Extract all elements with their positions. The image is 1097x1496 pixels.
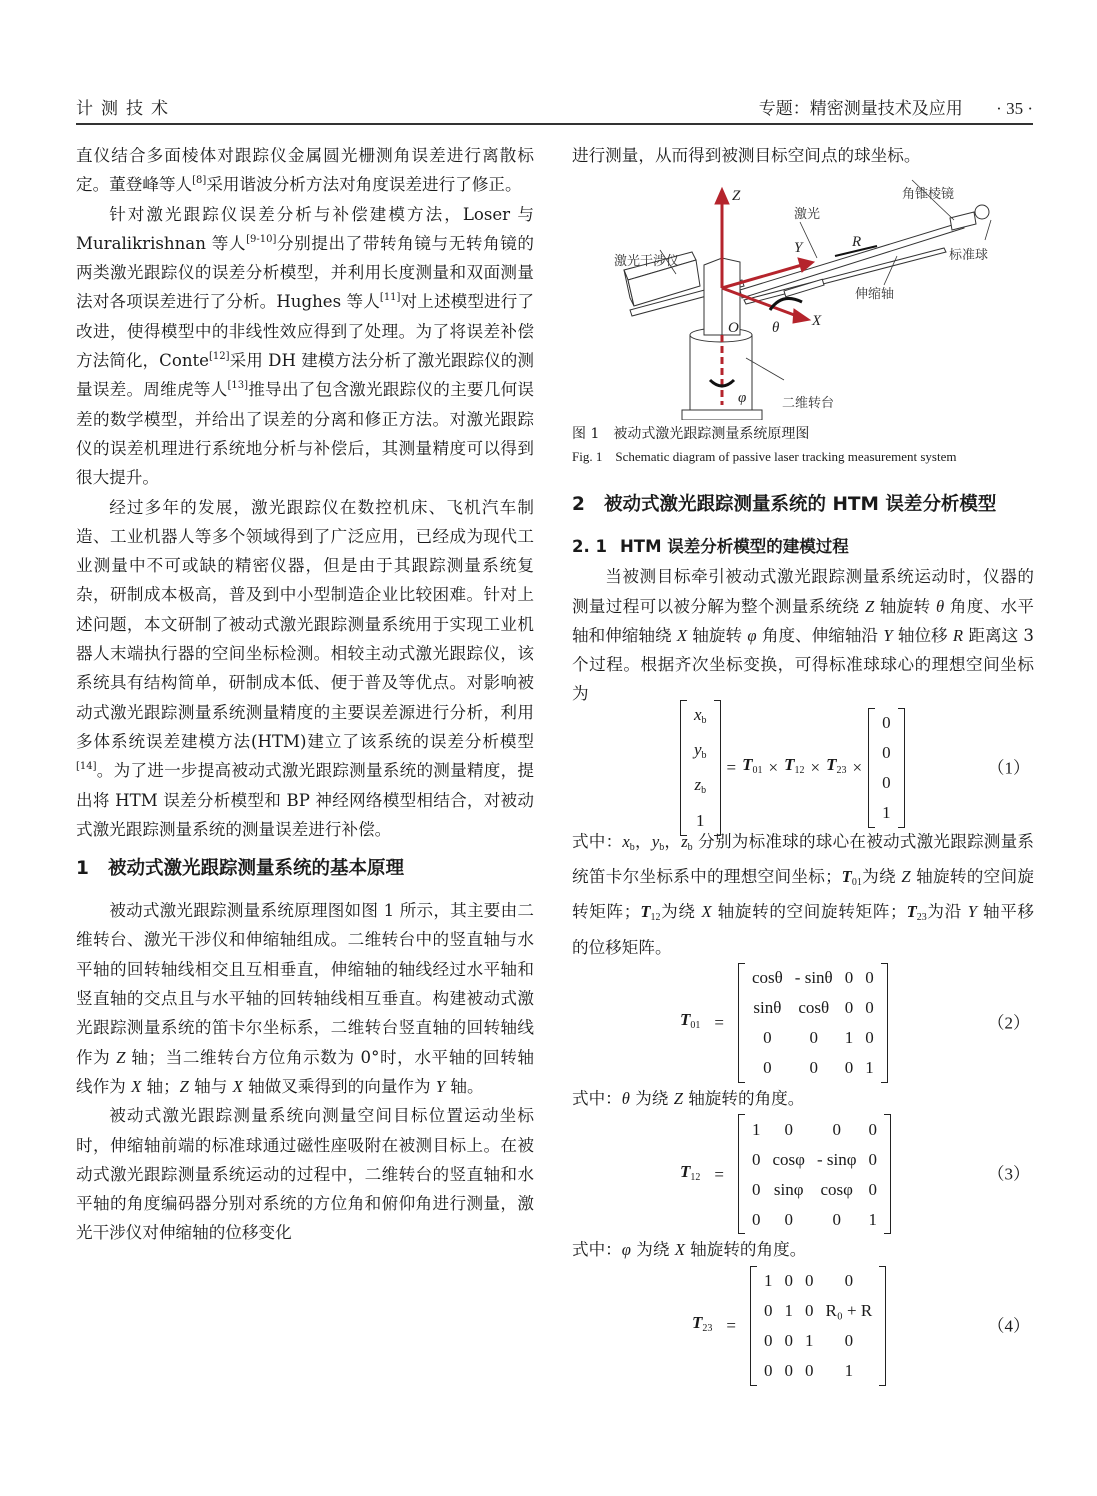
matrix-cell: 0 (763, 1360, 773, 1380)
matrix-row (746, 1144, 883, 1174)
matrix-cell: 0 (868, 1149, 878, 1169)
math-var: X (232, 1076, 243, 1096)
vector-rhs (868, 708, 905, 828)
text: 轴旋转的角度。 (682, 1088, 805, 1108)
label-y: Y (794, 240, 803, 257)
matrix-cell: 0 (868, 1119, 878, 1139)
matrix-t01: $T_{01}$ (742, 755, 763, 777)
math-var: θ (621, 1088, 630, 1108)
text: 为沿 (926, 902, 968, 922)
matrix-cell: 0 (844, 998, 854, 1018)
matrix-cell: cosθ (798, 998, 830, 1018)
matrix-cell: 0 (763, 1330, 773, 1350)
matrix-cell: 0 (784, 1119, 793, 1139)
right-column (572, 141, 1034, 1387)
section-title: 被动式激光跟踪测量系统的 HTM 误差分析模型 (604, 494, 997, 516)
text: 式中： (572, 1240, 622, 1260)
math-var: θ (936, 596, 945, 616)
matrix-cell: 0 (804, 1270, 814, 1290)
matrix-cell: 0 (763, 1058, 772, 1078)
text: 轴。 (445, 1076, 484, 1096)
figure-caption-en: Fig. 1 Schematic diagram of passive laser tracking measurement system (572, 449, 957, 465)
text: 为绕 (861, 867, 902, 887)
math-var: φ (621, 1240, 631, 1260)
section-heading-1 (76, 854, 534, 884)
running-header (76, 92, 1033, 126)
text: 针对激光跟踪仪误差分析与补偿建模方法，Loser 与 Muralikrishnan 等人 (76, 204, 534, 253)
label-phi: φ (738, 390, 747, 407)
section-number: 2 (572, 494, 585, 516)
text: 轴；当二维转台方位角示数为 0°时，水平轴的回转轴线作为 (76, 1047, 535, 1096)
text: 为绕 (630, 1240, 675, 1260)
matrix-cell: 0 (784, 1209, 793, 1229)
system-schematic (572, 170, 1034, 420)
matrix-cell: 0 (844, 1270, 854, 1290)
label-telescopic-axis: 伸缩轴 (855, 287, 895, 303)
matrix-cell: 0 (784, 1330, 793, 1350)
vector-entry: 0 (882, 743, 891, 763)
matrix-name: $T_{23}$ (692, 1312, 713, 1334)
matrix-cell: R₀ + R (825, 1300, 873, 1320)
matrix-body (738, 1114, 891, 1234)
label-x: X (812, 313, 822, 330)
page-number: · 35 · (996, 99, 1033, 118)
paragraph (76, 200, 534, 493)
text: 角度、水平轴和伸缩轴绕 (572, 596, 1034, 645)
matrix-cell: 0 (804, 1300, 814, 1320)
text: 式中： (572, 1088, 622, 1108)
text: 距离这 3 个过程。根据齐次坐标变换，可得标准球球心的理想空间坐标为 (572, 625, 1034, 704)
equation-number: （1） (987, 758, 1030, 778)
text: 为绕 (660, 902, 702, 922)
label-turntable: 二维转台 (782, 396, 835, 412)
matrix-cell: 0 (804, 1360, 814, 1380)
matrix-cell: 0 (844, 1058, 854, 1078)
special-topic: 专题：精密测量技术及应用 (758, 99, 963, 119)
math-var: X (674, 1240, 685, 1260)
label-interferometer: 激光干涉仪 (614, 254, 680, 270)
citation[interactable]: [13] (227, 380, 248, 392)
matrix-cell: 0 (844, 968, 854, 988)
equals-sign: = (726, 1315, 736, 1335)
math-var: Y (883, 625, 893, 645)
section-title: 被动式激光跟踪测量系统的基本原理 (108, 858, 405, 880)
equation-1 (572, 704, 1034, 831)
equation-number: （4） (987, 1315, 1030, 1335)
subsection-title: HTM 误差分析模型的建模过程 (620, 537, 849, 557)
equals-sign: = (714, 1013, 724, 1033)
matrix-cell: 0 (832, 1209, 841, 1229)
matrix-row (758, 1266, 878, 1296)
matrix-cell: 1 (844, 1028, 854, 1048)
text: 被动式激光跟踪测量系统原理图如图 1 所示，其主要由二维转台、激光干涉仪和伸缩轴组成。二维转台中的竖直轴与水平轴的回转轴线相交且互相垂直，伸缩轴的轴线经过水平轴和竖直轴的交点且与水平轴的回转轴线相互垂直。构建被动式激光跟踪测量系统的笛卡尔坐标系，二维转台竖直轴的回转轴线作为 (76, 901, 534, 1067)
matrix-cell: 1 (784, 1300, 793, 1320)
header-right (759, 94, 1033, 119)
text: 轴旋转的角度。 (684, 1240, 807, 1260)
times-sign: × (852, 758, 863, 778)
corner-prism-mount (950, 212, 976, 230)
equals-sign: = (714, 1164, 724, 1184)
matrix-cell: 0 (865, 998, 874, 1018)
citation[interactable]: [8] (192, 175, 207, 187)
header-rule (76, 123, 1033, 125)
text: 对上述模型进行了改进，使得模型中的非线性效应得到了处理。为了将误差补偿方法简化，Conte (76, 292, 535, 371)
standard-ball (975, 205, 989, 219)
matrix-cell: 0 (868, 1179, 878, 1199)
subsection-number: 2. 1 (572, 537, 607, 557)
text: 轴做叉乘得到的向量作为 (242, 1076, 436, 1096)
left-column (76, 141, 534, 1248)
journal-name: 计测技术 (76, 99, 176, 119)
matrix-row (746, 1023, 880, 1053)
text: 进行测量，从而得到被测目标空间点的球坐标。 (572, 146, 921, 165)
text: 采用谐波分析方法对角度误差进行了修正。 (206, 175, 522, 195)
matrix-row (746, 1174, 883, 1204)
matrix-row (746, 1053, 880, 1083)
text: 角度、伸缩轴沿 (756, 625, 884, 645)
matrix-cell: 0 (751, 1149, 761, 1169)
matrix-cell: 0 (751, 1209, 761, 1229)
matrix-cell: 0 (763, 1300, 773, 1320)
turntable-base (682, 410, 762, 420)
paragraph (572, 141, 1034, 170)
matrix-cell: 1 (763, 1270, 773, 1290)
text: 轴与 (188, 1076, 233, 1096)
subsection-heading-2-1 (572, 532, 1034, 562)
vector-entry: 1 (882, 803, 891, 823)
matrix-cell: 0 (809, 1028, 818, 1048)
label-z: Z (732, 188, 741, 205)
citation[interactable]: [9-10] (246, 233, 277, 245)
text: 分别提出了带转角镜与无转角镜的两类激光跟踪仪的误差分析模型，并利用长度测量和双面测量法对各项误差进行了分析。Hughes 等人 (76, 233, 534, 312)
paragraph (76, 141, 534, 200)
paragraph (572, 1235, 1034, 1264)
paragraph (76, 1101, 534, 1247)
math-var: Y (435, 1076, 446, 1096)
equation-2 (572, 962, 1034, 1084)
citation[interactable]: [12] (209, 351, 230, 363)
matrix-row (746, 1204, 883, 1234)
matrix-cell: 1 (844, 1360, 854, 1380)
label-origin: O (728, 320, 739, 337)
section-heading-2 (572, 490, 1034, 520)
equals-sign: = (726, 758, 737, 778)
vector-entry: 0 (882, 713, 891, 733)
matrix-cell: sinφ (773, 1179, 804, 1199)
matrix-row (746, 963, 880, 993)
text: 被动式激光跟踪测量系统向测量空间目标位置运动坐标时，伸缩轴前端的标准球通过磁性座吸附在被测目标上。在被动式激光跟踪测量系统运动的过程中，二维转台的竖直轴和水平轴的角度编码器分别对系统的方位角和俯仰角进行测量，激光干涉仪对伸缩轴的位移变化 (76, 1106, 534, 1243)
text: 。为了进一步提高被动式激光跟踪测量系统的测量精度，提出将 HTM 误差分析模型和 BP 神经网络模型相结合，对被动式激光跟踪测量系统的测量误差进行补偿。 (76, 761, 534, 839)
matrix-cell: 0 (763, 1028, 772, 1048)
equation-number: （3） (987, 1164, 1030, 1184)
matrix-cell: 1 (868, 1209, 878, 1229)
math-var: Z (864, 596, 875, 616)
matrix-cell: cosφ (772, 1149, 805, 1169)
matrix-body (750, 1266, 886, 1386)
matrix-cell: sinθ (753, 998, 782, 1018)
equation-number: （2） (987, 1013, 1030, 1033)
matrix-cell: 0 (844, 1330, 854, 1350)
text: 直仪结合多面棱体对跟踪仪金属圆光栅测角误差进行离散标定。董登峰等人 (76, 146, 534, 195)
text: 轴位移 (892, 625, 953, 645)
label-corner-prism: 角锥棱镜 (902, 187, 955, 203)
matrix-cell: - sinθ (794, 968, 833, 988)
matrix-name: $T_{01}$ (680, 1010, 701, 1032)
matrix-cell: cosφ (820, 1179, 853, 1199)
matrix-row (758, 1296, 878, 1326)
matrix-cell: 0 (865, 968, 874, 988)
text: 轴旋转 (687, 625, 748, 645)
vector-entry: 0 (882, 773, 891, 793)
matrix-name: $T_{12}$ (680, 1161, 701, 1183)
matrix-row (746, 993, 880, 1023)
matrix-cell: 0 (751, 1179, 761, 1199)
math-var: X (131, 1076, 142, 1096)
equation-4 (572, 1265, 1034, 1387)
math-var: Z (179, 1076, 189, 1096)
citation[interactable]: [14] (76, 761, 97, 773)
text: 推导出了包含激光跟踪仪的主要几何误差的数学模型，并给出了误差的分离和修正方法。对激光跟踪仪的误差机理进行系统地分析与补偿后，其测量精度可以得到很大提升。 (76, 380, 535, 488)
matrix-cell: 0 (784, 1360, 793, 1380)
paragraph (76, 493, 534, 845)
math-var: X (676, 625, 688, 645)
text: 为绕 (629, 1088, 674, 1108)
matrix-t23: $T_{23}$ (826, 755, 847, 777)
math-var: φ (747, 625, 757, 645)
vector-entry: $z_b$ (694, 775, 707, 797)
z-arrow (715, 188, 729, 204)
paragraph (76, 896, 534, 1101)
figure-1 (572, 170, 1034, 420)
text: 当被测目标牵引被动式激光跟踪测量系统运动时，仪器的测量过程可以被分解为整个测量系统绕 (572, 567, 1034, 616)
paragraph (572, 1084, 1034, 1113)
vector-entry: 1 (696, 811, 705, 831)
section-number: 1 (76, 858, 89, 880)
paragraph: 式中：$x_b$，$y_b$，$z_b$ 分别为标准球的球心在被动式激光跟踪测量系统笛卡尔坐标系中的理想空间坐标；$T_{01}$为绕 Z 轴旋转的空间旋转矩阵；$T_{12}$为绕 X 轴旋转的空间旋转矩阵；$T_{23}$为沿 Y 轴平移的位移矩阵。 (572, 831, 1035, 957)
x-arrow (793, 309, 810, 323)
text: 轴旋转 (874, 596, 937, 616)
vector-entry: $x_b$ (694, 704, 707, 726)
citation[interactable]: [11] (379, 292, 401, 304)
matrix-row (758, 1356, 878, 1386)
text: 轴旋转的空间旋转矩阵； (711, 902, 907, 922)
matrix-t12: $T_{12}$ (784, 755, 805, 777)
text: 轴旋转的空间旋转矩阵； (572, 867, 1034, 922)
vector-lhs (680, 700, 721, 836)
matrix-cell: - sinφ (816, 1149, 857, 1169)
matrix-body (738, 963, 888, 1083)
matrix-cell: cosθ (751, 968, 783, 988)
matrix-cell: 0 (865, 1028, 874, 1048)
times-sign: × (810, 758, 821, 778)
math-var: Z (673, 1088, 683, 1108)
times-sign: × (768, 758, 779, 778)
matrix-cell: 1 (865, 1058, 874, 1078)
matrix-cell: 1 (751, 1119, 761, 1139)
matrix-row (746, 1114, 883, 1144)
text: 轴； (141, 1076, 180, 1096)
matrix-row (758, 1326, 878, 1356)
text: 轴平移的位移矩阵。 (572, 902, 1035, 957)
telescopic-rail (744, 248, 946, 304)
matrix-cell: 1 (804, 1330, 814, 1350)
matrix-cell: 0 (784, 1270, 793, 1290)
text: 经过多年的发展，激光跟踪仪在数控机床、飞机汽车制造、工业机器人等多个领域得到了广泛应用，已经成为现代工业测量中不可或缺的精密仪器，但是由于其跟踪测量系统复杂，研制成本极高，普及到中小型制造企业比较困难。针对上述问题，本文研制了被动式激光跟踪测量系统用于实现工业机器人末端执行器的空间坐标检测。相较主动式激光跟踪仪，该系统具有结构简单，研制成本低、便于普及等优点。对影响被动式激光跟踪测量系统测量精度的主要误差源进行分析，利用多体系统误差建模方法(HTM)建立了该系统的误差分析模型 (76, 497, 534, 751)
label-r: R (852, 234, 862, 251)
equation-3 (572, 1113, 1034, 1235)
label-theta: θ (772, 320, 780, 337)
text: 式中： (572, 831, 623, 851)
math-var: Z (116, 1047, 126, 1067)
label-laser: 激光 (794, 207, 821, 223)
vector-entry: $y_b$ (694, 740, 707, 762)
math-var: R (952, 625, 964, 645)
matrix-cell: 0 (832, 1119, 841, 1139)
paragraph (572, 562, 1034, 708)
figure-caption-cn: 图 1 被动式激光跟踪测量系统原理图 (572, 426, 810, 443)
text: 采用 DH 建模方法分析了激光跟踪仪的测量误差。周维虎等人 (76, 351, 534, 400)
label-standard-ball: 标准球 (949, 248, 989, 264)
text: 分别为标准球的球心在被动式激光跟踪测量系统笛卡尔坐标系中的理想空间坐标； (572, 831, 1035, 887)
matrix-cell: 0 (809, 1058, 818, 1078)
